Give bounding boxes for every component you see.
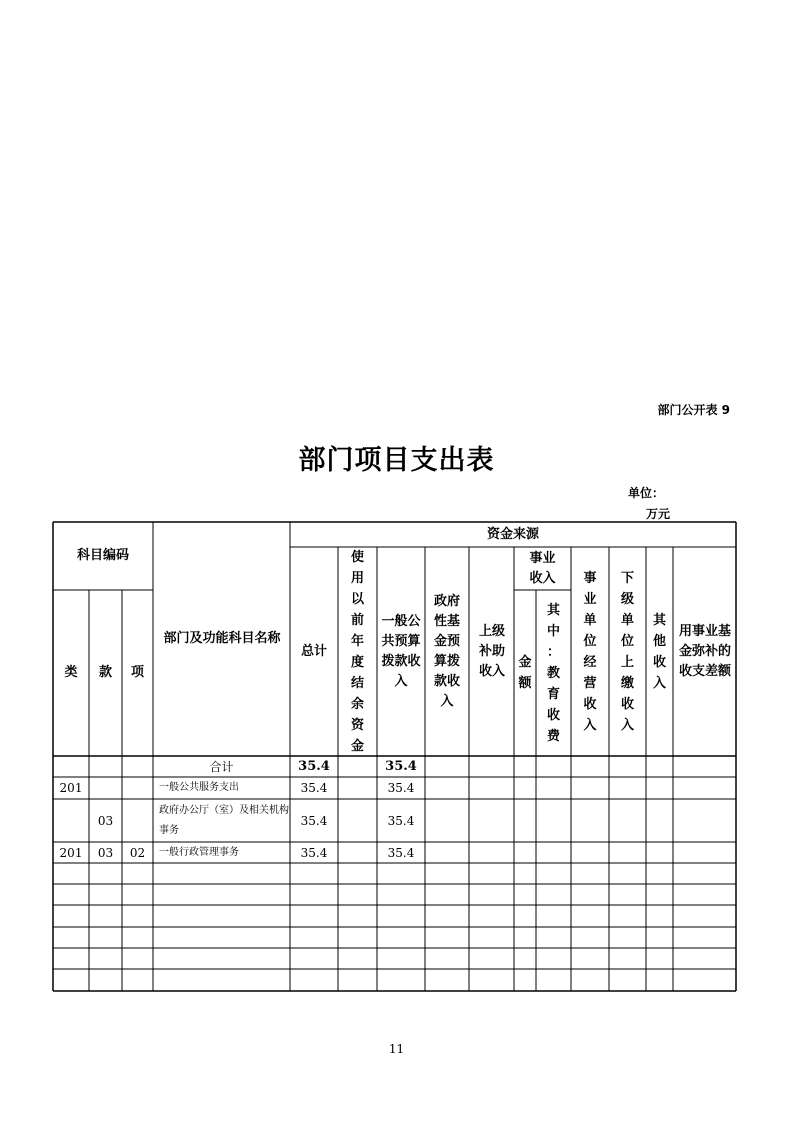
table-cell-general-budget: 35.4 [385,759,417,774]
table-cell-name: 一般公共服务支出 [159,782,239,793]
table-cell-prior-balance [338,969,377,991]
header-funding-source: 资金来源 [486,526,539,542]
table-cell-kuan: 03 [97,845,114,860]
table-cell-kuan [89,905,122,927]
header-lei: 类 [64,665,78,680]
table-cell-xiang [122,948,153,969]
table-cell-general-budget: 35.4 [387,813,415,828]
header-edu-fee: 其 中 ： 教 育 收 费 [546,602,560,744]
table-cell-lei [53,948,89,969]
header-superior-subsidy: 上级补助收入 [478,623,505,679]
header-total: 总计 [300,643,327,659]
table-cell-total: 35.4 [300,813,328,828]
table-cell-prior-balance [338,905,377,927]
table-cell-prior-balance [338,777,377,799]
header-business-income: 事业收入 [529,550,556,586]
table-cell-xiang [122,863,153,884]
table-cell-kuan: 03 [97,813,114,828]
header-prior-balance: 使 用 以 前 年 度 结 余 资 金 [350,549,364,754]
header-general-budget: 一般公共预算拨款收入 [381,613,421,689]
table-cell-prior-balance [338,927,377,948]
table-cell-xiang [122,777,153,799]
table-cell-prior-balance [338,799,377,842]
table-cell-prior-balance [338,863,377,884]
table-cell-name [153,927,290,948]
table-cell-prior-balance [338,948,377,969]
table-cell-general-budget [377,905,425,927]
table-cell-name [153,884,290,905]
table-cell-name: 合计 [209,760,234,774]
header-amount: 金 额 [518,655,532,691]
table-cell-kuan [89,777,122,799]
table-cell-total: 35.4 [300,845,328,860]
table-cell-total [290,905,338,927]
header-operating-income: 事 业 单 位 经 营 收 入 [583,570,597,733]
table-cell-xiang [122,927,153,948]
table-cell-total [290,863,338,884]
table-cell-total: 35.4 [300,781,328,795]
table-cell-xiang [122,884,153,905]
table-cell-xiang [122,969,153,991]
unit-value: 万元 [646,507,671,521]
table-cell-total: 35.4 [298,759,330,774]
table-cell-lei: 201 [59,845,83,860]
table-cell-prior-balance [338,842,377,863]
table-cell-kuan [89,756,122,777]
table-cell-lei [53,756,89,777]
table-cell-general-budget [377,948,425,969]
table-cell-lei [53,799,89,842]
table-cell-lei [53,905,89,927]
header-other-income: 其 他 收 入 [652,612,666,691]
header-lower-remit: 下 级 单 位 上 缴 收 入 [620,570,634,733]
table-cell-name: 一般行政管理事务 [159,846,239,858]
header-kuan: 款 [98,665,112,680]
table-cell-name [153,969,290,991]
header-xiang: 项 [130,665,144,680]
header-name: 部门及功能科目名称 [163,631,281,646]
table-cell-general-budget [377,969,425,991]
table-number: 部门公开表 9 [657,403,730,417]
page-title: 部门项目支出表 [298,445,495,476]
table-cell-general-budget [377,863,425,884]
header-subject-code: 科目编码 [76,548,129,563]
table-cell-prior-balance [338,884,377,905]
table-cell-total [290,969,338,991]
table-cell-xiang: 02 [129,845,146,860]
table-cell-kuan [89,863,122,884]
table-cell-name: 政府办公厅（室）及相关机构事务 [159,804,289,836]
table-cell-total [290,927,338,948]
table-cell-name [153,948,290,969]
table-cell-xiang [122,905,153,927]
table-cell-lei [53,863,89,884]
unit-label: 单位： [628,486,665,500]
table-cell-general-budget: 35.4 [387,781,415,795]
table-cell-total [290,948,338,969]
table-cell-kuan [89,948,122,969]
table-cell-lei: 201 [59,781,83,795]
table-cell-prior-balance [338,756,377,777]
table-cell-total [290,884,338,905]
table-cell-lei [53,927,89,948]
page-number: 11 [388,1042,405,1056]
table-cell-kuan [89,884,122,905]
table-cell-name [153,905,290,927]
table-cell-kuan [89,927,122,948]
table-cell-xiang [122,756,153,777]
header-fund-balance: 用事业基金弥补的收支差额 [678,623,731,679]
table-cell-lei [53,969,89,991]
table-cell-general-budget: 35.4 [387,845,415,860]
header-gov-fund: 政府性基金预算拨款收入 [433,593,460,709]
table-cell-xiang [122,799,153,842]
table-cell-lei [53,884,89,905]
table-cell-general-budget [377,927,425,948]
table-cell-name [153,863,290,884]
table-cell-kuan [89,969,122,991]
table-cell-general-budget [377,884,425,905]
